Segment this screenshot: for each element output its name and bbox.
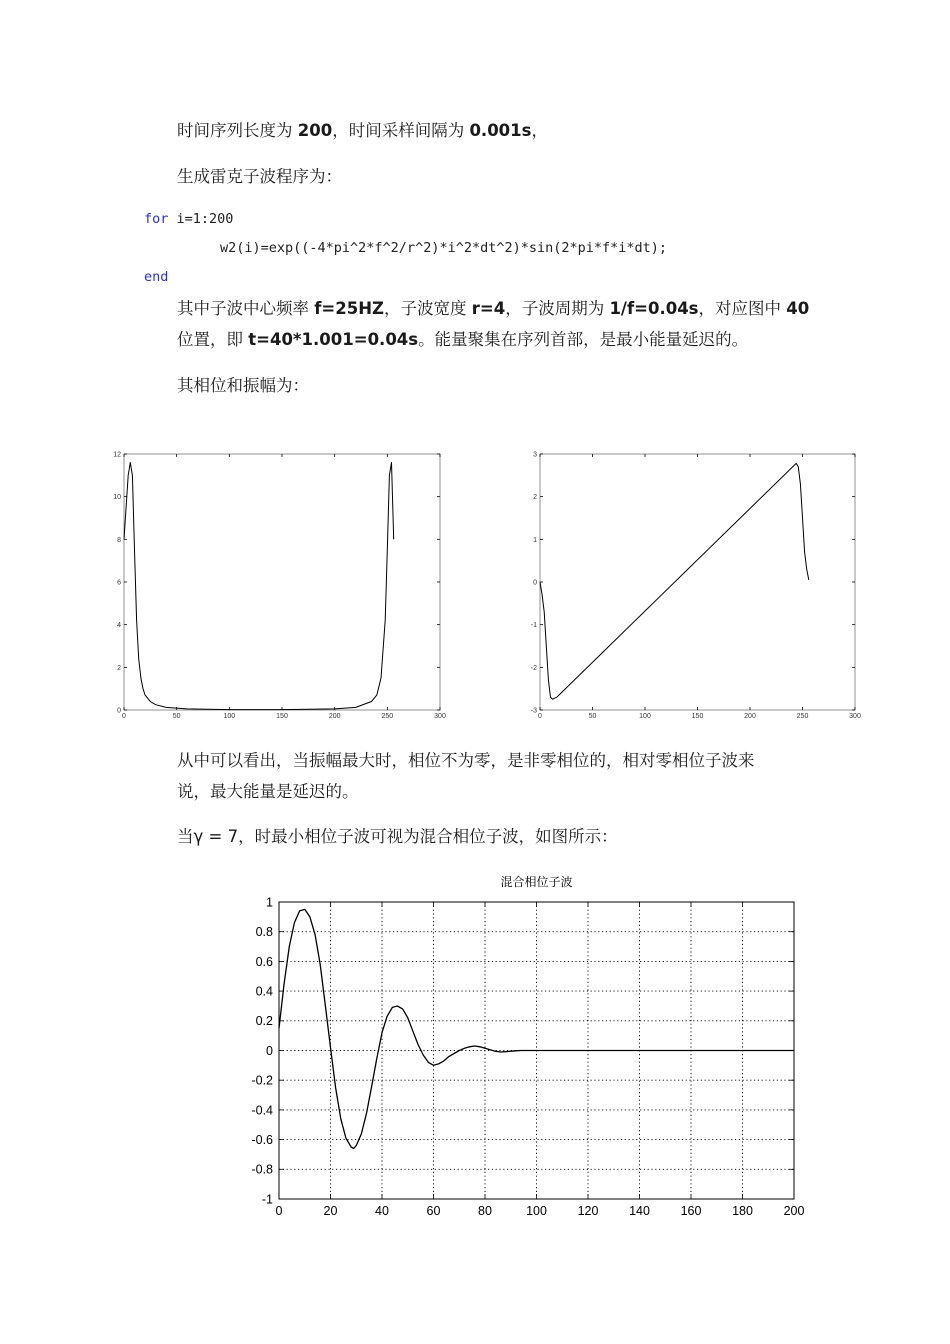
x-tick-label: 180 [732,1204,753,1218]
x-tick-label: 100 [526,1204,547,1218]
y-tick-label: 0 [533,579,537,587]
text-segment: ，子波周期为 [505,299,610,318]
x-tick-label: 160 [680,1204,702,1218]
x-tick-label: 200 [744,713,756,720]
y-tick-label: 0 [266,1043,273,1058]
y-tick-label: -1 [530,622,537,630]
y-tick-label: -0.6 [251,1132,273,1147]
y-tick-label: 1 [266,895,273,910]
text-line: 从中可以看出，当振幅最大时，相位不为零，是非零相位的，相对零相位子波来 [177,751,755,770]
chart-title: 混合相位子波 [500,875,573,889]
x-tick-label: 0 [538,713,542,720]
y-tick-label: 10 [113,494,121,502]
y-tick-label: -0.8 [251,1162,273,1177]
code-line-body: w2(i)=exp((-4*pi^2*f^2/r^2)*i^2*dt^2)*sin(2*pi*f*i*dt); [220,240,668,256]
y-tick-label: 4 [117,622,121,630]
y-tick-label: 0 [117,707,121,715]
x-tick-label: 60 [426,1204,441,1218]
paragraph-mixed-phase-intro: 当γ = 7，时最小相位子波可视为混合相位子波，如图所示： [177,827,618,846]
text-segment: 。能量聚集在序列首部，是最小能量延迟的。 [418,330,749,349]
x-tick-label: 120 [577,1204,599,1218]
x-tick-label: 250 [381,713,394,720]
paragraph-program-intro: 生成雷克子波程序为： [177,167,342,186]
text-bold: 200 [297,121,333,140]
text-segment: ，时间采样间隔为 [332,121,470,140]
y-tick-label: -2 [530,664,537,672]
y-tick-label: -3 [530,707,537,715]
text-segment: 时间序列长度为 [177,121,298,140]
paragraph-phase-amplitude-intro: 其相位和振幅为： [177,376,309,395]
text-bold: t=40*1.001=0.04s [248,330,419,349]
text-segment: ，对应图中 [698,299,787,318]
y-tick-label: 0.2 [255,1014,273,1029]
y-tick-label: -1 [261,1192,273,1207]
y-tick-label: 6 [117,579,121,587]
text-bold: f=25HZ [314,299,384,318]
x-tick-label: 200 [328,713,341,720]
x-tick-label: 40 [375,1204,389,1218]
y-tick-label: 3 [533,451,537,459]
y-tick-label: 2 [117,664,121,672]
text-bold: 0.001s [469,121,532,140]
text-segment: ，子波宽度 [384,299,472,318]
y-tick-label: -0.4 [251,1103,273,1118]
text-bold: r=4 [471,299,506,318]
y-tick-label: 0.8 [255,925,273,940]
y-tick-label: 12 [113,451,121,459]
y-tick-label: 8 [117,536,121,544]
x-tick-label: 150 [691,713,704,720]
code-keyword-for: for [144,211,169,227]
text-bold: 1/f=0.04s [609,299,699,318]
code-keyword-end: end [144,269,169,285]
x-tick-label: 200 [783,1204,805,1218]
x-tick-label: 300 [849,713,861,720]
y-tick-label: 0.4 [255,984,273,999]
x-tick-label: 100 [223,713,236,720]
code-text: i=1:200 [168,211,234,227]
x-tick-label: 50 [172,713,181,720]
text-line: 说，最大能量是延迟的。 [177,782,359,801]
series-line [279,909,794,1148]
y-tick-label: 2 [533,494,537,502]
x-tick-label: 50 [588,713,597,720]
x-tick-label: 0 [275,1204,283,1218]
x-tick-label: 250 [796,713,809,720]
text-bold: 40 [786,299,810,318]
x-tick-label: 150 [276,713,288,720]
text-segment: 位置，即 [177,330,249,349]
text-segment: ， [531,121,548,140]
x-tick-label: 300 [434,713,446,720]
x-tick-label: 80 [478,1204,492,1218]
x-tick-label: 100 [639,713,651,720]
y-tick-label: 0.6 [255,954,273,969]
y-tick-label: 1 [533,536,537,544]
x-tick-label: 20 [323,1204,338,1218]
text-segment: 其中子波中心频率 [177,299,315,318]
x-tick-label: 140 [629,1204,650,1218]
x-tick-label: 0 [122,713,126,720]
y-tick-label: -0.2 [251,1073,273,1088]
